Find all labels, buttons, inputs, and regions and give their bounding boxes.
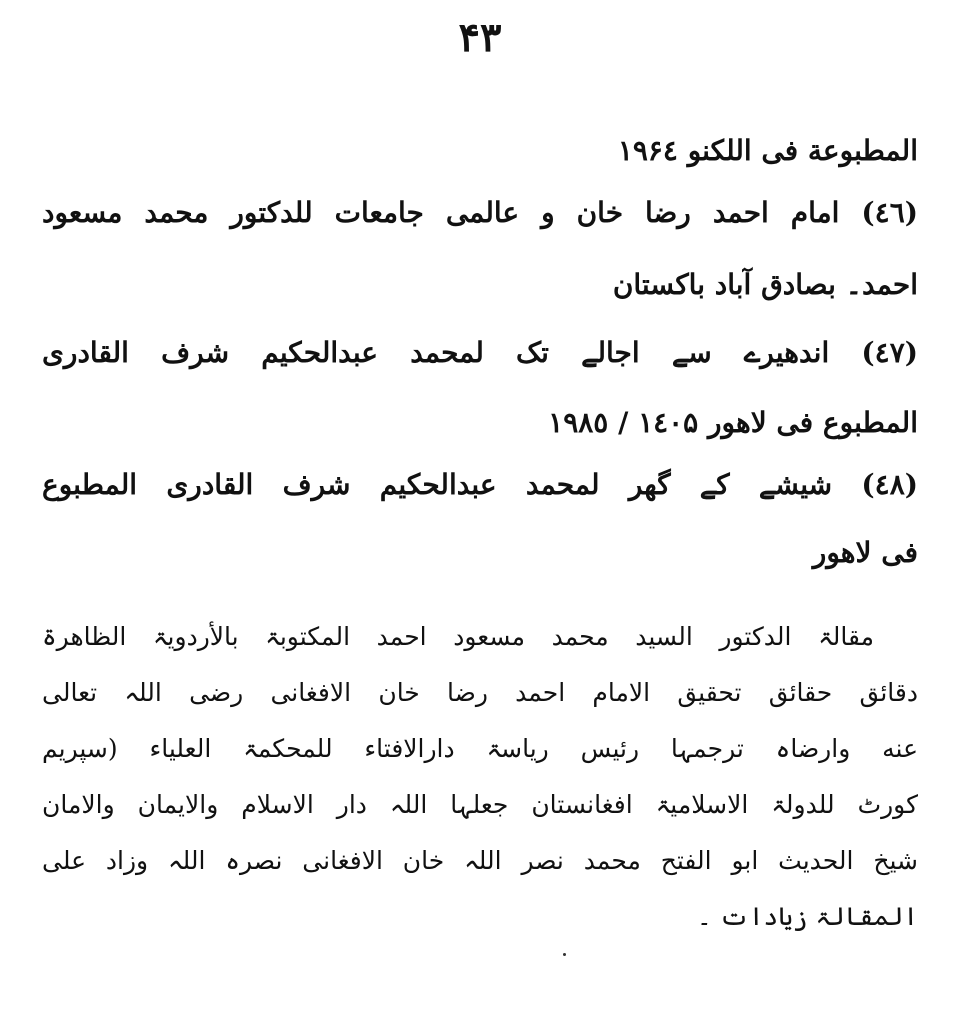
paragraph-line-2: دقائق حقائق تحقیق الامام احمد رضا خان الافغانی رضی اللہ تعالی: [42, 678, 918, 707]
reference-47-line-2: المطبوع فی لاھور ۱٤۰۵ / ۱۹۸٥: [548, 406, 918, 439]
reference-48-line-1: (٤٨) شیشے کے گھر لمحمد عبدالحکیم شرف القادری المطبوع: [42, 468, 918, 501]
paragraph-line-6: المقالۃ زیادات ۔: [697, 902, 918, 931]
scan-speck: [563, 953, 566, 956]
paragraph-line-4: کورٹ للدولۃ الاسلامیۃ افغانستان جعلہا اللہ دار الاسلام والایمان والامان: [42, 790, 918, 819]
reference-line-1: المطبوعة فى اللكنو ۱۹۶٤: [617, 134, 918, 167]
reference-46-line-2: احمد۔ بصادق آباد باکستان: [612, 268, 918, 301]
paragraph-line-3: عنه وارضاہ ترجمہا رئیس ریاسۃ دارالافتاء للمحکمۃ العلیاء (سپریم: [42, 734, 918, 763]
reference-46-line-1: (٤٦) امام احمد رضا خان و عالمی جامعات للدکتور محمد مسعود: [42, 196, 918, 229]
reference-48-line-2: فی لاھور: [812, 536, 918, 569]
paragraph-line-1: مقالۃ الدکتور السید محمد مسعود احمد المکتوبۃ بالأردویۃ الظاهرۃ: [42, 622, 874, 651]
paragraph-line-5: شیخ الحدیث ابو الفتح محمد نصر اللہ خان الافغانی نصرہ اللہ وزاد علی: [42, 846, 918, 875]
reference-47-line-1: (٤٧) اندھیرے سے اجالے تک لمحمد عبدالحکیم شرف القادری: [42, 336, 918, 369]
page-number: ۴۳: [458, 14, 502, 61]
